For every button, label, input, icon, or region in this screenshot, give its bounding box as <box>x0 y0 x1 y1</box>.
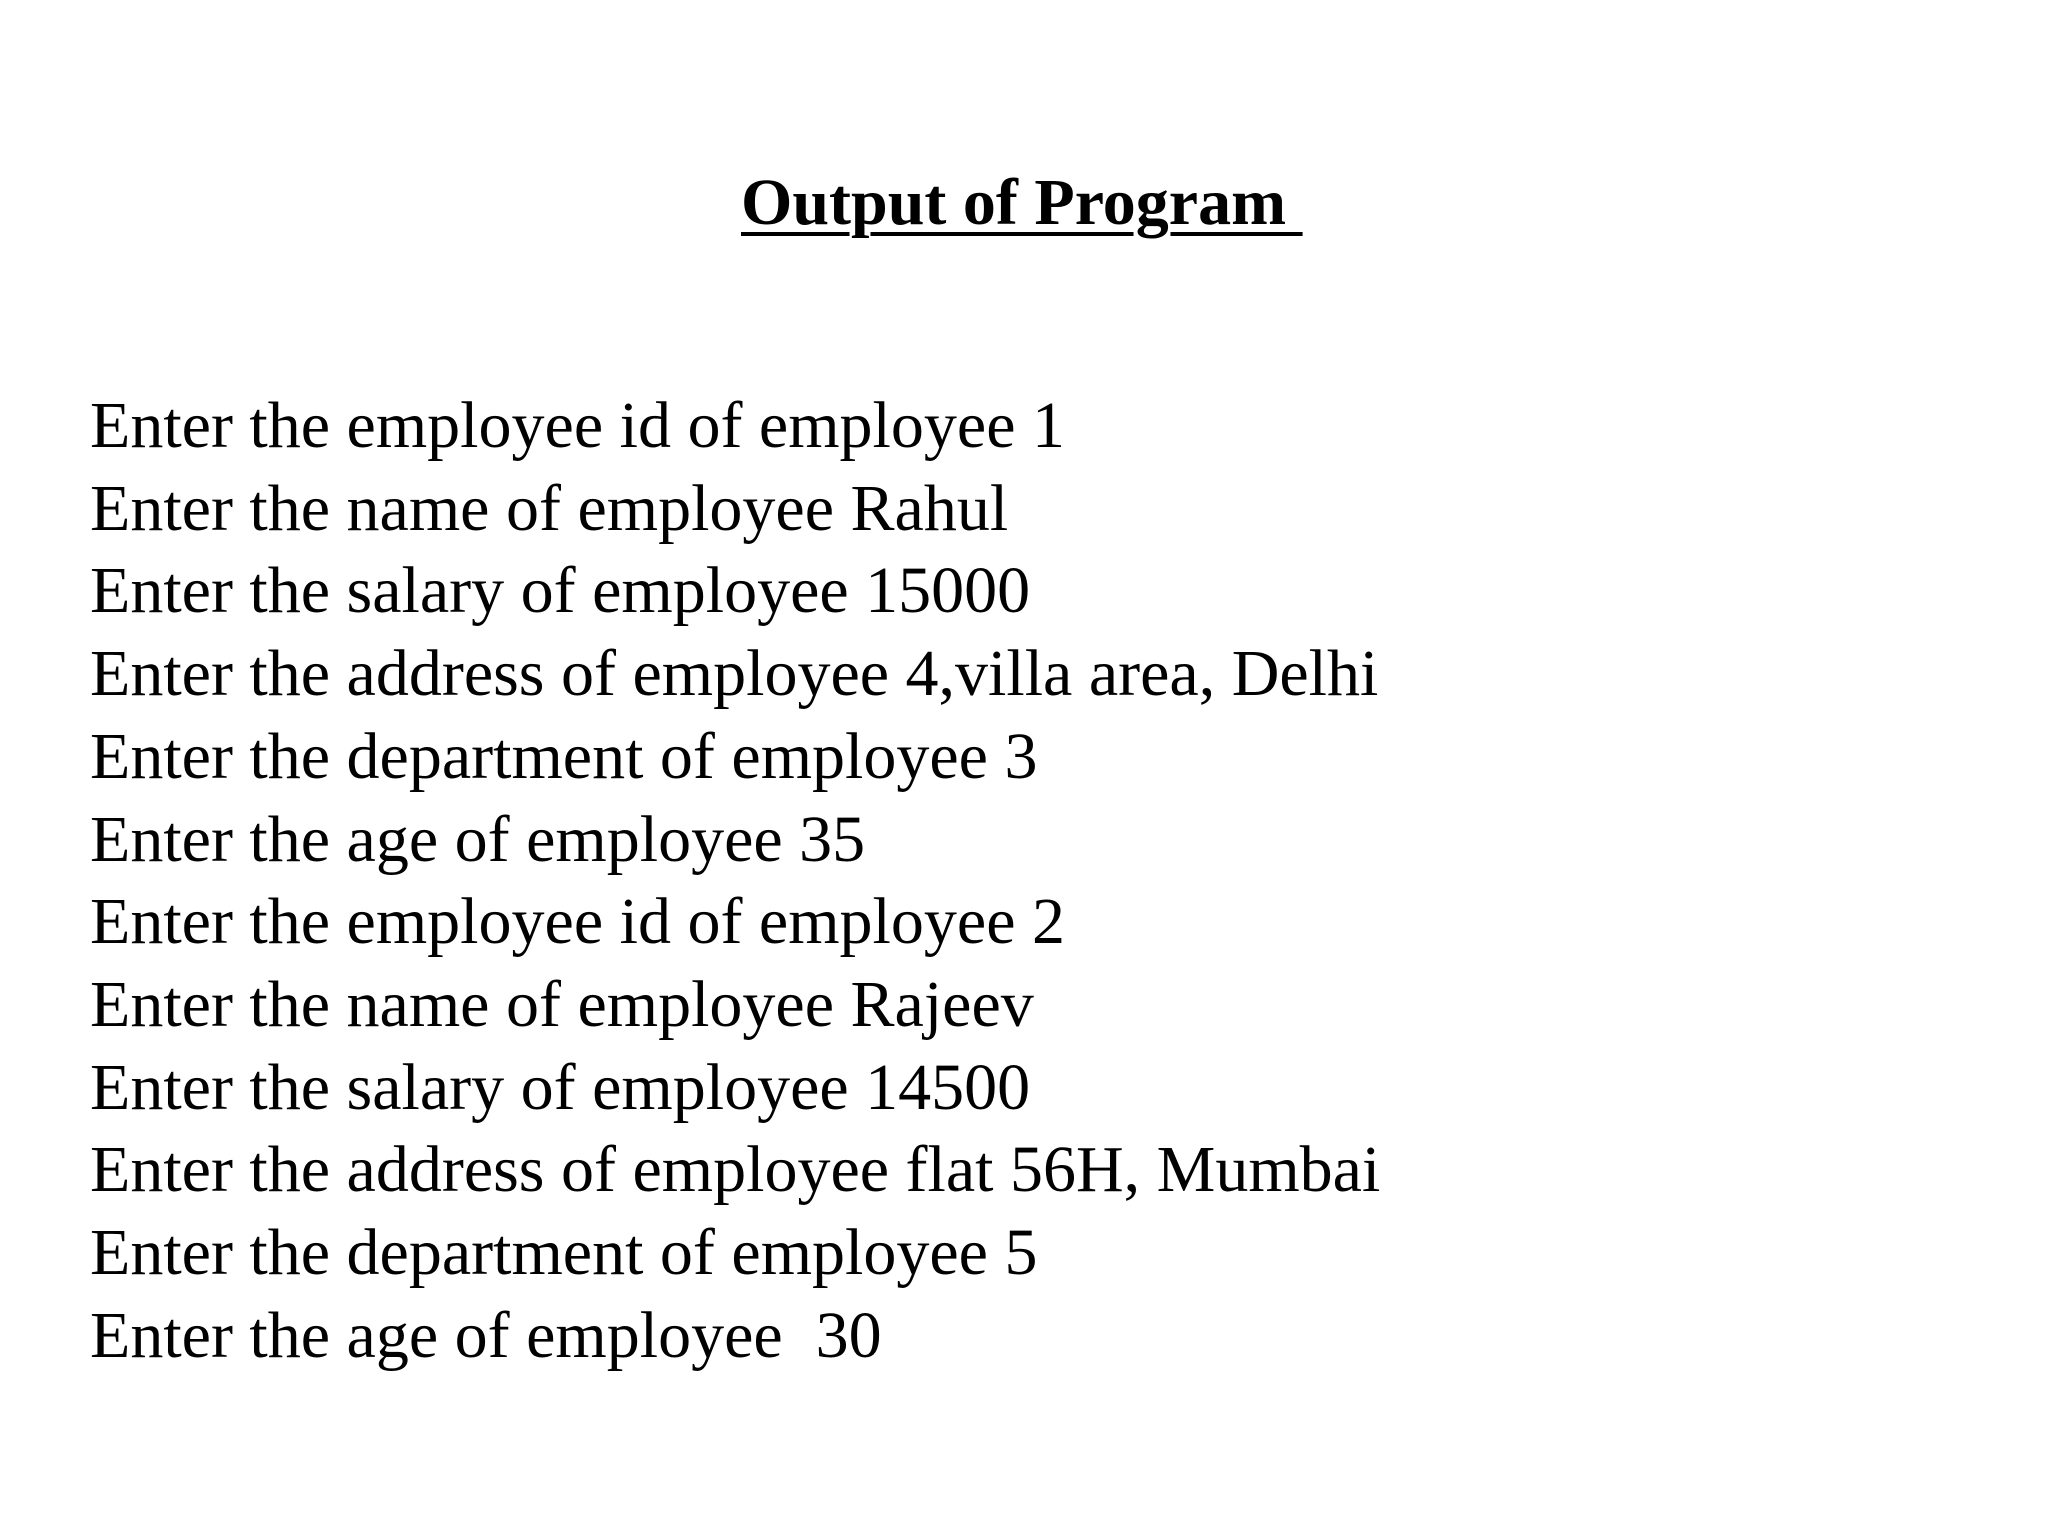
output-line: Enter the address of employee flat 56H, Mumbai <box>90 1133 1381 1207</box>
slide-title: Output of Program <box>741 166 1303 239</box>
output-line: Enter the department of employee 3 <box>90 719 1038 793</box>
output-line: Enter the name of employee Rajeev <box>90 967 1034 1041</box>
output-line: Enter the salary of employee 14500 <box>90 1050 1031 1124</box>
output-line: Enter the age of employee 35 <box>90 802 866 876</box>
output-line: Enter the employee id of employee 1 <box>90 389 1065 462</box>
output-line: Enter the name of employee Rahul <box>90 471 1009 545</box>
output-line: Enter the employee id of employee 2 <box>90 885 1065 959</box>
output-line: Enter the age of employee 30 <box>90 1298 882 1372</box>
program-output-list <box>90 385 1380 1377</box>
output-line: Enter the department of employee 5 <box>90 1216 1038 1290</box>
output-line: Enter the salary of employee 15000 <box>90 554 1031 628</box>
output-line: Enter the address of employee 4,villa area, Delhi <box>90 637 1379 711</box>
